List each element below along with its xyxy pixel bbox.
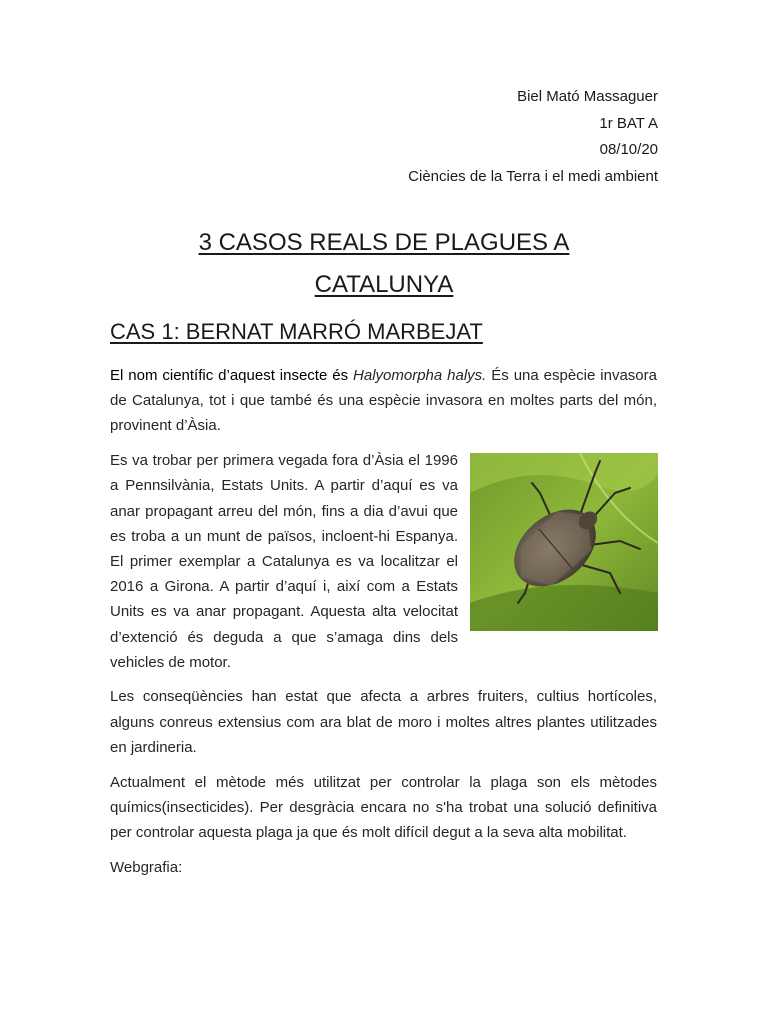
paragraph-history: Es va trobar per primera vegada fora d’Àsia el 1996 a Pennsilvània, Estats Units. A partir d’aquí es va anar propagant arreu del món, fins a dia d’avui que es troba a un munt de països, incloent-hi Espanya. El primer exemplar a Catalunya es va localitzar el 2016 a Girona. A partir d’aquí i, així com a Estats Units es va anar propagant. Aquesta alta velocitat d’extenció és deguda a que s’amaga dins dels vehicles de motor.: [110, 452, 458, 671]
subject-name: Ciències de la Terra i el medi ambient: [408, 167, 658, 185]
webgrafia-label: Webgrafia:: [110, 858, 183, 876]
paragraph-rest: És una espècie invasora de Catalunya, tot i que també és una espècie invasora en moltes parts del món, provinent d’Àsia.: [110, 367, 657, 435]
paragraph-scientific-name: [110, 363, 657, 439]
paragraph-lead: El nom científic d’aquest insecte és: [110, 367, 354, 384]
document-header: [408, 84, 658, 190]
case-1-heading: CAS 1: BERNAT MARRÓ MARBEJAT: [110, 319, 483, 344]
class-group: 1r BAT A: [599, 114, 658, 132]
author-name: Biel Mató Massaguer: [517, 88, 658, 105]
paragraph-consequences: Les conseqüències han estat que afecta a arbres fruiters, cultius hortícoles, alguns conreus extensius com ara blat de moro i moltes altres plantes utilitzades en jardineria.: [110, 688, 657, 756]
case-1-body: [110, 363, 657, 889]
document-title: [110, 222, 658, 306]
title-line-1: 3 CASOS REALS DE PLAGUES A: [198, 229, 570, 256]
document-date: 08/10/20: [599, 141, 658, 158]
paragraph-control-methods: Actualment el mètode més utilitzat per controlar la plaga son els mètodes químics(insecticides). Per desgràcia encara no s'ha trobat una solució definitiva per controlar aquesta plaga ja que és molt difícil degut a la seva alta mobilitat.: [110, 773, 657, 841]
title-line-2: CATALUNYA: [314, 271, 454, 298]
stink-bug-photo: [470, 453, 658, 631]
species-name: Halyomorpha halys.: [353, 367, 487, 384]
